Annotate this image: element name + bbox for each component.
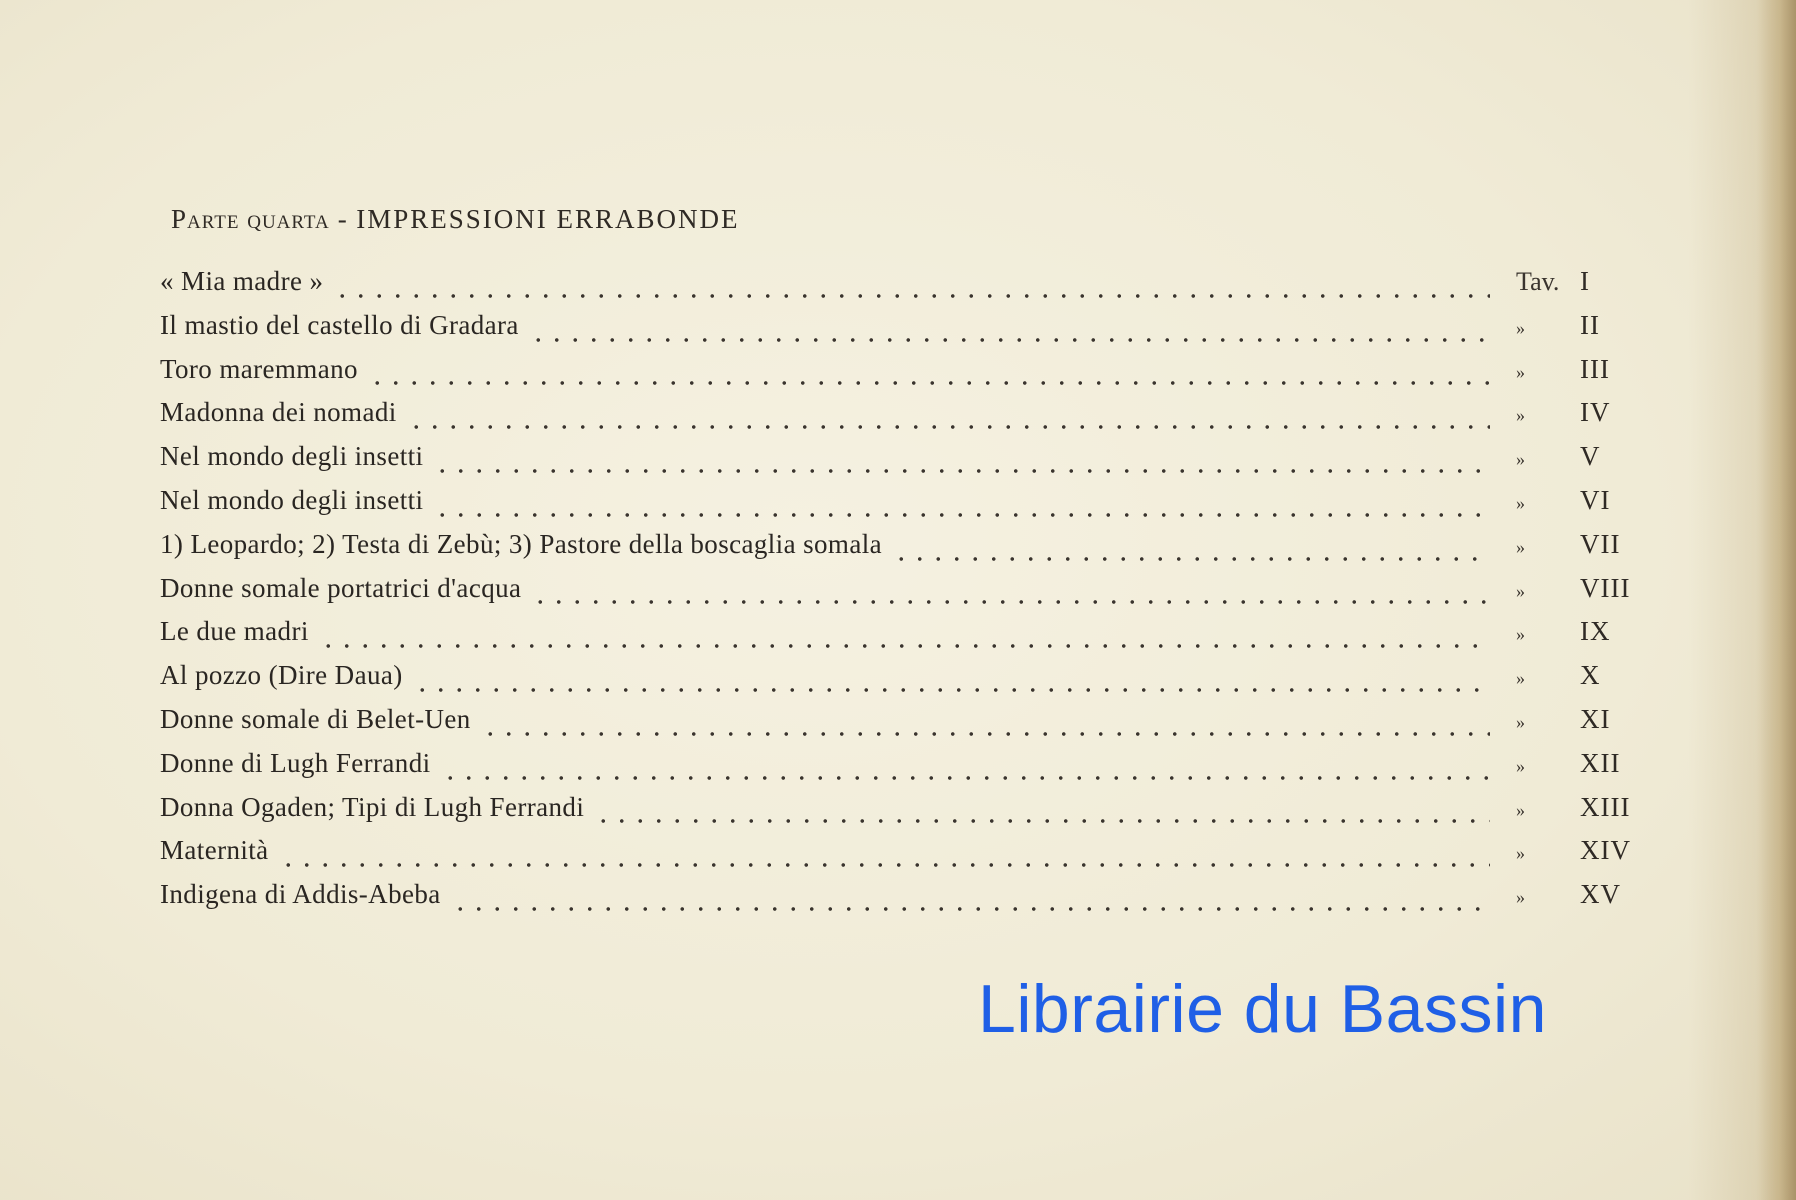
- toc-row: [160, 266, 1660, 310]
- toc-row: [160, 354, 1660, 398]
- dot-leader: [529, 318, 1490, 344]
- toc-entry-plate-number: XII: [1580, 747, 1621, 778]
- toc-entry-ref: »: [1516, 449, 1525, 470]
- toc-row: [160, 704, 1660, 748]
- toc-entry-title: Madonna dei nomadi: [160, 397, 397, 428]
- toc-entry-ref: »: [1516, 317, 1525, 338]
- part-label: Parte quarta: [171, 204, 330, 234]
- toc-entry-title: Donne somale di Belet-Uen: [160, 703, 471, 734]
- toc-entry-ref: »: [1516, 887, 1525, 908]
- toc-entry-title: Indigena di Addis-Abeba: [160, 879, 441, 910]
- dot-leader: [333, 274, 1490, 300]
- dot-leader: [594, 799, 1490, 825]
- toc-entry-ref: »: [1516, 405, 1525, 426]
- part-title: IMPRESSIONI ERRABONDE: [356, 204, 740, 234]
- toc-row: [160, 792, 1660, 836]
- dot-leader: [892, 537, 1490, 563]
- dot-leader: [433, 449, 1490, 475]
- dot-leader: [433, 493, 1490, 519]
- toc-entry-plate-number: XIII: [1580, 791, 1631, 822]
- toc-entry-title: Il mastio del castello di Gradara: [160, 309, 519, 340]
- heading-separator: -: [337, 204, 349, 234]
- toc-entry-plate-number: VIII: [1580, 572, 1631, 603]
- dot-leader: [413, 668, 1490, 694]
- toc-row: [160, 616, 1660, 660]
- section-heading: [171, 204, 740, 235]
- toc-entry-ref: »: [1516, 492, 1525, 513]
- toc-entry-plate-number: XI: [1580, 703, 1611, 734]
- toc-entry-title: Al pozzo (Dire Daua): [160, 660, 403, 691]
- toc-entry-ref: »: [1516, 580, 1525, 601]
- toc-entry-plate-number: II: [1580, 309, 1600, 340]
- toc-entry-title: Donna Ogaden; Tipi di Lugh Ferrandi: [160, 791, 585, 822]
- table-of-plates: [160, 266, 1660, 923]
- toc-row: [160, 573, 1660, 617]
- dot-leader: [531, 580, 1490, 606]
- dot-leader: [279, 843, 1490, 869]
- toc-entry-title: Donne somale portatrici d'acqua: [160, 572, 522, 603]
- toc-entry-plate-number: IV: [1580, 397, 1611, 428]
- toc-entry-ref: »: [1516, 624, 1525, 645]
- toc-entry-plate-number: VI: [1580, 484, 1611, 515]
- toc-entry-plate-number: V: [1580, 441, 1601, 472]
- dot-leader: [481, 712, 1490, 738]
- toc-entry-ref: »: [1516, 755, 1525, 776]
- toc-row: [160, 485, 1660, 529]
- toc-entry-title: Le due madri: [160, 616, 309, 647]
- toc-entry-plate-number: III: [1580, 353, 1610, 384]
- toc-entry-title: Maternità: [160, 835, 269, 866]
- dot-leader: [451, 887, 1490, 913]
- toc-row: [160, 660, 1660, 704]
- toc-entry-title: 1) Leopardo; 2) Testa di Zebù; 3) Pastore della boscaglia somala: [160, 528, 882, 559]
- toc-entry-ref: »: [1516, 799, 1525, 820]
- toc-entry-plate-number: VII: [1580, 528, 1621, 559]
- toc-row: [160, 879, 1660, 923]
- page-edge-shadow: [1756, 0, 1796, 1200]
- toc-entry-plate-number: I: [1580, 266, 1590, 296]
- toc-entry-ref: »: [1516, 536, 1525, 557]
- dot-leader: [407, 405, 1490, 431]
- toc-row: [160, 835, 1660, 879]
- toc-row: [160, 748, 1660, 792]
- bookseller-watermark: Librairie du Bassin: [978, 971, 1547, 1047]
- toc-row: [160, 441, 1660, 485]
- toc-entry-ref: »: [1516, 711, 1525, 732]
- toc-entry-plate-number: XIV: [1580, 835, 1631, 866]
- toc-entry-title: Nel mondo degli insetti: [160, 441, 424, 472]
- toc-row: [160, 310, 1660, 354]
- toc-row: [160, 529, 1660, 573]
- toc-entry-ref: »: [1516, 361, 1525, 382]
- dot-leader: [319, 624, 1490, 650]
- toc-entry-ref: Tav.: [1516, 267, 1560, 296]
- toc-entry-plate-number: IX: [1580, 616, 1611, 647]
- toc-entry-ref: »: [1516, 843, 1525, 864]
- dot-leader: [441, 756, 1491, 782]
- toc-entry-plate-number: XV: [1580, 879, 1621, 910]
- dot-leader: [368, 361, 1490, 387]
- toc-entry-title: Donne di Lugh Ferrandi: [160, 747, 431, 778]
- toc-entry-title: Toro maremmano: [160, 353, 358, 384]
- toc-row: [160, 397, 1660, 441]
- toc-entry-title: Nel mondo degli insetti: [160, 484, 424, 515]
- toc-entry-title: « Mia madre »: [160, 266, 324, 296]
- toc-entry-ref: »: [1516, 668, 1525, 689]
- toc-entry-plate-number: X: [1580, 660, 1601, 691]
